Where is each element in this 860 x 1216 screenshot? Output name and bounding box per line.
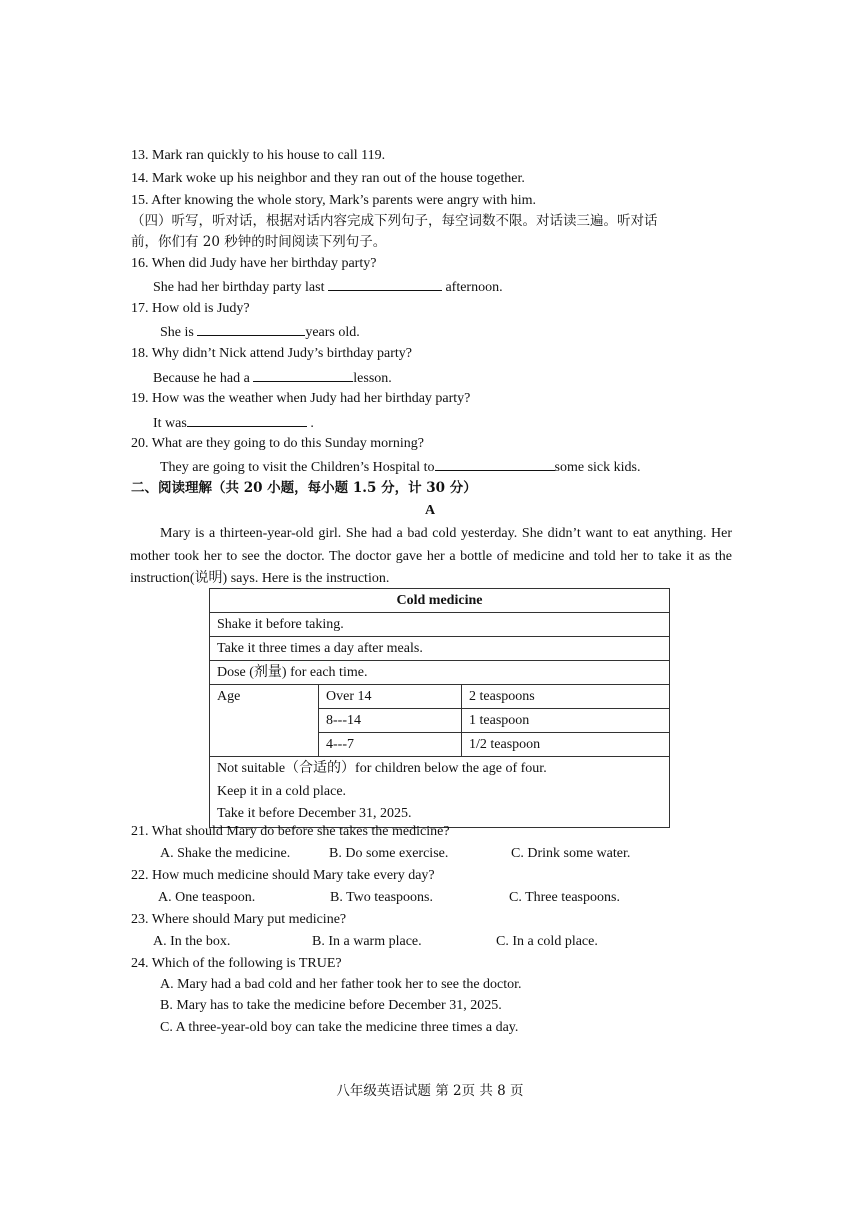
note-line: Not suitable（合适的）for children below the age of four. — [217, 761, 547, 776]
option-24-a[interactable]: A. Mary had a bad cold and her father took her to see the doctor. — [160, 977, 522, 992]
option-23-a[interactable]: A. In the box. — [153, 934, 231, 949]
reading-section-heading: 二、阅读理解（共 20 小题，每小题 1.5 分，计 30 分） — [131, 480, 477, 496]
answer-18-prefix: Because he had a — [153, 371, 254, 386]
answer-line-18 — [153, 368, 392, 388]
question-17: 17. How old is Judy? — [131, 301, 250, 316]
option-22-b[interactable]: B. Two teaspoons. — [330, 890, 433, 905]
table-row — [210, 757, 670, 828]
answer-20-suffix: some sick kids. — [554, 460, 641, 475]
note-line: Keep it in a cold place. — [217, 783, 347, 799]
option-21-b[interactable]: B. Do some exercise. — [329, 846, 449, 861]
page-footer: 八年级英语试题 第 2页 共 8 页 — [336, 1083, 524, 1099]
age-range-cell: 8---14 — [319, 709, 462, 733]
answer-line-19 — [153, 413, 314, 433]
option-21-c[interactable]: C. Drink some water. — [511, 846, 631, 861]
option-21-a[interactable]: A. Shake the medicine. — [160, 846, 291, 861]
answer-line-17 — [160, 322, 360, 342]
answer-blank-16[interactable] — [328, 277, 442, 291]
age-range-cell: Over 14 — [319, 685, 462, 709]
table-title: Cold medicine — [210, 589, 670, 613]
answer-blank-20[interactable] — [435, 457, 555, 471]
age-label-cell: Age — [210, 685, 319, 757]
dose-amount-cell: 2 teaspoons — [462, 685, 670, 709]
answer-blank-17[interactable] — [197, 322, 305, 336]
table-row — [210, 637, 670, 661]
statement-14: 14. Mark woke up his neighbor and they ran out of the house together. — [131, 171, 525, 186]
answer-20-prefix: They are going to visit the Children’s Hospital to — [160, 460, 435, 475]
table-row — [210, 661, 670, 685]
table-cell: Shake it before taking. — [210, 613, 670, 637]
option-23-c[interactable]: C. In a cold place. — [496, 934, 598, 949]
table-cell: Take it three times a day after meals. — [210, 637, 670, 661]
question-16: 16. When did Judy have her birthday party? — [131, 256, 377, 271]
question-18: 18. Why didn’t Nick attend Judy’s birthday party? — [131, 346, 412, 361]
table-row — [210, 589, 670, 613]
option-24-c[interactable]: C. A three-year-old boy can take the medicine three times a day. — [160, 1020, 519, 1035]
answer-19-prefix: It was — [153, 416, 187, 431]
dose-amount-cell: 1/2 teaspoon — [462, 733, 670, 757]
age-range-cell: 4---7 — [319, 733, 462, 757]
table-cell: Dose (剂量) for each time. — [210, 661, 670, 685]
answer-blank-18[interactable] — [253, 368, 353, 382]
part4-instructions-line2: 前，你们有 20 秒钟的时间阅读下列句子。 — [131, 234, 387, 250]
question-22: 22. How much medicine should Mary take every day? — [131, 868, 435, 883]
question-19: 19. How was the weather when Judy had her birthday party? — [131, 391, 471, 406]
option-24-b[interactable]: B. Mary has to take the medicine before December 31, 2025. — [160, 998, 502, 1013]
reading-passage: Mary is a thirteen-year-old girl. She had a bad cold yesterday. She didn’t want to eat anything. Her mother took her to see the doctor. The doctor gave her a bottle of medicine and told her to take it as the instruction(说明) says. Here is the instruction. — [130, 526, 732, 586]
table-row — [210, 613, 670, 637]
dose-amount-cell: 1 teaspoon — [462, 709, 670, 733]
answer-blank-19[interactable] — [187, 413, 307, 427]
question-21: 21. What should Mary do before she takes the medicine? — [131, 824, 450, 839]
statement-15: 15. After knowing the whole story, Mark’s parents were angry with him. — [131, 193, 537, 208]
option-23-b[interactable]: B. In a warm place. — [312, 934, 422, 949]
part4-instructions-line1: （四）听写，听对话，根据对话内容完成下列句子，每空词数不限。对话读三遍。听对话 — [131, 213, 658, 229]
table-row — [210, 685, 670, 709]
option-22-c[interactable]: C. Three teaspoons. — [509, 890, 620, 905]
notes-cell — [210, 757, 670, 828]
answer-16-suffix: afternoon. — [441, 280, 503, 295]
answer-17-prefix: She is — [160, 325, 198, 340]
answer-18-suffix: lesson. — [353, 371, 392, 386]
answer-16-prefix: She had her birthday party last — [153, 280, 328, 295]
answer-line-16 — [153, 277, 503, 297]
statement-13: 13. Mark ran quickly to his house to call 119. — [131, 148, 386, 163]
question-24: 24. Which of the following is TRUE? — [131, 956, 342, 971]
question-20: 20. What are they going to do this Sunday morning? — [131, 436, 424, 451]
medicine-instruction-table — [209, 588, 670, 828]
answer-line-20 — [160, 457, 640, 477]
option-22-a[interactable]: A. One teaspoon. — [158, 890, 256, 905]
note-line: Take it before December 31, 2025. — [217, 806, 412, 821]
passage-label: A — [424, 503, 436, 518]
answer-17-suffix: years old. — [305, 325, 360, 340]
question-23: 23. Where should Mary put medicine? — [131, 912, 347, 927]
answer-19-suffix: . — [306, 416, 314, 431]
